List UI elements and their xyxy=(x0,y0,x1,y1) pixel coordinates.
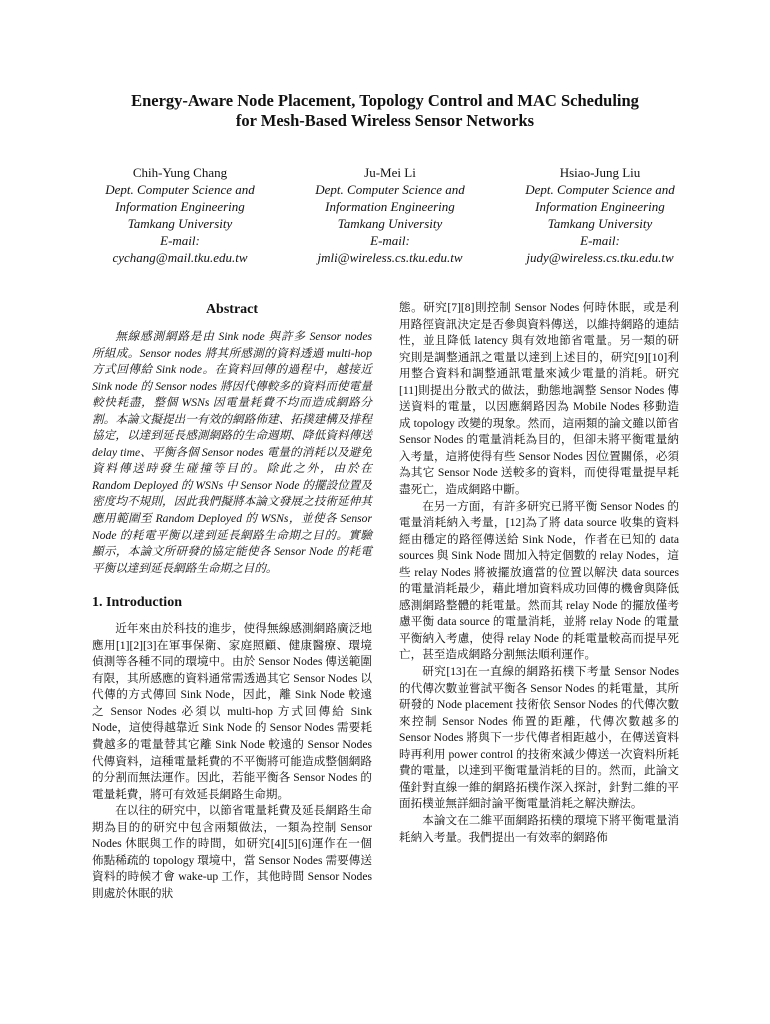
author-name: Chih-Yung Chang xyxy=(132,165,228,180)
author-department: Dept. Computer Science and xyxy=(525,182,675,197)
abstract-heading: Abstract xyxy=(205,302,259,317)
abstract-paragraph: 無線感測網路是由 Sink node 與許多 Sensor nodes 所組成。Sensor nodes 將其所感測的資料透過 multi-hop 方式回傳給 Sink node。在資料回傳的過程中，越接近 Sink node 的 Sensor nodes 將因代傳較多的資料而使電量較快耗盡，整個 WSNs 因電量耗費不均而造成網路分割。本論文擬提出一有效的網路佈建、拓撲建構及排程協定，以達到延長感測網路的生命週期、降低資料傳送 delay time、平衡各個 Sensor nodes 電量的消耗以及避免資料傳送時發生碰撞等目的。除此之外，由於在 Random Deployed 的 WSNs 中 Sensor Node 的擺設位置及密度均不規則，因此我們擬將本論文發展之技術延伸其應用範圍至 Random Deployed 的 WSNs，並使各 Sensor Node 的耗電平衡以達到延長網路生命期之目的。實驗顯示，本論文所研發的協定能使各 Sensor Node 的耗電平衡以達到延長網路生命期之目的。 xyxy=(92,330,372,575)
paper-title-line-1: Energy-Aware Node Placement, Topology Control and MAC Scheduling xyxy=(131,91,639,110)
author-email-label: E-mail: xyxy=(580,233,620,248)
paper-title-line-2: for Mesh-Based Wireless Sensor Networks xyxy=(235,111,535,130)
author-department-line-2: Information Engineering xyxy=(535,199,665,214)
author-block xyxy=(500,164,700,266)
author-university: Tamkang University xyxy=(337,216,443,231)
author-department: Dept. Computer Science and xyxy=(315,182,465,197)
author-block xyxy=(290,164,490,266)
author-email-label: E-mail: xyxy=(160,233,200,248)
body-paragraph: 研究[13]在一直線的網路拓樸下考量 Sensor Nodes 的代傳次數並嘗試平衡各 Sensor Nodes 的耗電量，其所研發的 Node placement 技術依 Sensor Nodes 的代傳次數來控制 Sensor Nodes 佈置的距離，代傳次數越多的 Sensor Nodes 將與下一步代傳者相距越小，在傳送資料時再利用 power control 的技術來減少傳送一次資料所耗費的電量，以達到平衡電量消耗的目的。然而，此論文僅針對直線一維的網路拓樸作深入探討，針對二維的平面拓樸並無詳細討論平衡電量消耗之解決辦法。 xyxy=(399,665,679,811)
left-column xyxy=(92,300,372,903)
paper-title xyxy=(40,91,730,131)
body-paragraph: 態。研究[7][8]則控制 Sensor Nodes 何時休眠，或是利用路徑資訊決定是否參與資料傳送，以維持網路的連結性，並且降低 latency 與有效地節省電量。另一類的研究則是調整通訊之電量以達到上述目的，研究[9][10]利用整合資料和調整通訊電量來減少電量的消耗。研究[11]則提出分散式的做法，動態地調整 Sensor Nodes 傳送資料的電量，以因應網路因為 Mobile Nodes 移動造成 topology 改變的現象。然而，這兩類的論文雖以節省 Sensor Nodes 的電量消耗為目的，但卻未將平衡電量納入考量，這將使得有些 Sensor Nodes 因位置關係，必須為其它 Sensor Node 送較多的資料，而使得電量提早耗盡死亡，造成網路中斷。 xyxy=(399,301,679,497)
author-name: Hsiao-Jung Liu xyxy=(559,165,641,180)
body-paragraph: 近年來由於科技的進步，使得無線感測網路廣泛地應用[1][2][3]在軍事保衛、家庭照顧、健康醫療、環境偵測等各種不同的環境中。由於 Sensor Nodes 傳送範圍有限，其所感應的資料通常需透過其它 Sensor Nodes 以代傳的方式傳回 Sink Node，因此，離 Sink Node 較遠之 Sensor Nodes 必須以 multi-hop 方式回傳給 Sink Node，這使得越靠近 Sink Node 的 Sensor Nodes 需要耗費越多的電量替其它離 Sink Node 較遠的 Sensor Nodes 代傳資料，這種電量耗費的不平衡將可能造成整個網路的分割而無法運作。因此，若能平衡各 Sensor Nodes 的電量耗費，將可有效延長網路生命期。 xyxy=(92,622,372,801)
author-department-line-2: Information Engineering xyxy=(115,199,245,214)
author-email: jmli@wireless.cs.tku.edu.tw xyxy=(317,250,463,265)
author-email: judy@wireless.cs.tku.edu.tw xyxy=(526,250,674,265)
author-university: Tamkang University xyxy=(127,216,233,231)
body-paragraph: 在以往的研究中，以節省電量耗費及延長網路生命期為目的的研究中包含兩類做法，一類為控制 Sensor Nodes 休眠與工作的時間，如研究[4][5][6]運作在一個佈點稀疏的 topology 環境中，當 Sensor Nodes 需要傳送資料的時候才會 wake-up 工作，其他時間 Sensor Nodes 則處於休眠的狀 xyxy=(92,804,372,900)
author-list xyxy=(80,164,700,266)
author-university: Tamkang University xyxy=(547,216,653,231)
section-heading-introduction: 1. Introduction xyxy=(92,595,182,611)
body-paragraph: 在另一方面，有許多研究已將平衡 Sensor Nodes 的電量消耗納入考量，[12]為了將 data source 收集的資料經由穩定的路徑傳送給 Sink Node，作者在已知的 data sources 與 Sink Node 間加入特定個數的 relay Nodes，這些 relay Nodes 將被擺放適當的位置以解決 data sources 的電量消耗最少，藉此增加資料成功回傳的機會與降低感測網路整體的耗電量。然而其 relay Node 的擺放僅考慮平衡 data source 的電量消耗，並將 relay Node 的電量平衡納入考慮，使得 relay Node 的耗電量較高而提早死亡，甚至造成網路分割無法順利運作。 xyxy=(399,499,679,662)
author-department: Dept. Computer Science and xyxy=(105,182,255,197)
right-column xyxy=(399,300,679,846)
author-email: cychang@mail.tku.edu.tw xyxy=(112,250,248,265)
author-name: Ju-Mei Li xyxy=(364,165,416,180)
author-block xyxy=(80,164,280,266)
author-email-label: E-mail: xyxy=(370,233,410,248)
author-department-line-2: Information Engineering xyxy=(325,199,455,214)
body-paragraph: 本論文在二維平面網路拓樸的環境下將平衡電量消耗納入考量。我們提出一有效率的網路佈 xyxy=(399,813,679,844)
